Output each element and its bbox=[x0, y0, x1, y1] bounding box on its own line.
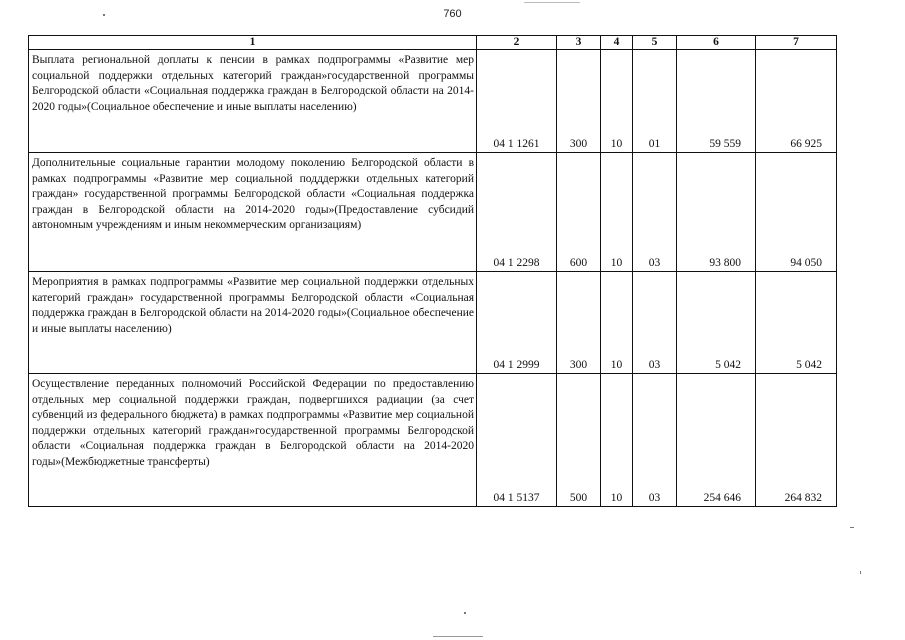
table-row bbox=[29, 50, 837, 153]
row-subsection: 03 bbox=[633, 374, 677, 507]
row-amount-1: 59 559 bbox=[677, 50, 756, 153]
row-subsection: 03 bbox=[633, 272, 677, 374]
scan-speck bbox=[103, 14, 105, 16]
scan-speck bbox=[524, 2, 580, 3]
table-row bbox=[29, 374, 837, 507]
row-amount-1: 5 042 bbox=[677, 272, 756, 374]
row-code: 04 1 2999 bbox=[477, 272, 557, 374]
row-description: Осуществление переданных полномочий Российской Федерации по предоставлению отдельных мер социальной поддержки граждан, подвергшихся радиации (за счет субвенций из федерального бюджета) в рамках подпрограммы «Развитие мер социальной поддержки отдельных категорий граждан»государственной программы Белгородской области «Социальная поддержка граждан в Белгородской области на 2014-2020 годы»(Межбюджетные трансферты) bbox=[29, 374, 477, 507]
row-expense-type: 500 bbox=[557, 374, 601, 507]
column-header-5: 5 bbox=[633, 36, 677, 50]
row-subsection: 01 bbox=[633, 50, 677, 153]
table-row bbox=[29, 153, 837, 272]
page-number: 760 bbox=[443, 8, 462, 20]
row-amount-2: 264 832 bbox=[756, 374, 837, 507]
row-section: 10 bbox=[601, 272, 633, 374]
table-row bbox=[29, 272, 837, 374]
row-description: Дополнительные социальные гарантии молодому поколению Белгородской области в рамках подпрограммы «Развитие мер социальной подддержки отдельных категорий граждан» государственной программы Белгородской области «Социальная поддержка граждан в Белгородской области на 2014-2020 годы»(Предоставление субсидий автономным учреждениям и иным некоммерческим организациям) bbox=[29, 153, 477, 272]
row-description: Выплата региональной доплаты к пенсии в рамках подпрограммы «Развитие мер социальной поддержки отдельных категорий граждан»государственной программы Белгородской области «Социальная поддержка граждан в Белгородской области на 2014-2020 годы»(Социальное обеспечение и иные выплаты населению) bbox=[29, 50, 477, 153]
scan-speck bbox=[433, 636, 483, 637]
column-header-4: 4 bbox=[601, 36, 633, 50]
row-amount-2: 66 925 bbox=[756, 50, 837, 153]
scan-speck bbox=[464, 612, 466, 614]
row-expense-type: 300 bbox=[557, 50, 601, 153]
column-header-7: 7 bbox=[756, 36, 837, 50]
column-header-1: 1 bbox=[29, 36, 477, 50]
row-section: 10 bbox=[601, 374, 633, 507]
header-row bbox=[29, 36, 837, 50]
row-amount-1: 93 800 bbox=[677, 153, 756, 272]
row-code: 04 1 2298 bbox=[477, 153, 557, 272]
column-header-2: 2 bbox=[477, 36, 557, 50]
row-expense-type: 300 bbox=[557, 272, 601, 374]
row-amount-1: 254 646 bbox=[677, 374, 756, 507]
row-code: 04 1 1261 bbox=[477, 50, 557, 153]
row-amount-2: 94 050 bbox=[756, 153, 837, 272]
column-header-6: 6 bbox=[677, 36, 756, 50]
budget-table bbox=[28, 35, 837, 507]
row-section: 10 bbox=[601, 153, 633, 272]
column-header-3: 3 bbox=[557, 36, 601, 50]
scan-speck bbox=[860, 571, 861, 574]
row-code: 04 1 5137 bbox=[477, 374, 557, 507]
row-section: 10 bbox=[601, 50, 633, 153]
row-amount-2: 5 042 bbox=[756, 272, 837, 374]
scan-speck bbox=[850, 527, 854, 528]
row-description: Мероприятия в рамках подпрограммы «Развитие мер социальной поддержки отдельных категорий граждан» государственной программы Белгородской области «Социальная поддержка граждан в Белгородской области на 2014-2020 годы»(Социальное обеспечение и иные выплаты населению) bbox=[29, 272, 477, 374]
row-subsection: 03 bbox=[633, 153, 677, 272]
row-expense-type: 600 bbox=[557, 153, 601, 272]
